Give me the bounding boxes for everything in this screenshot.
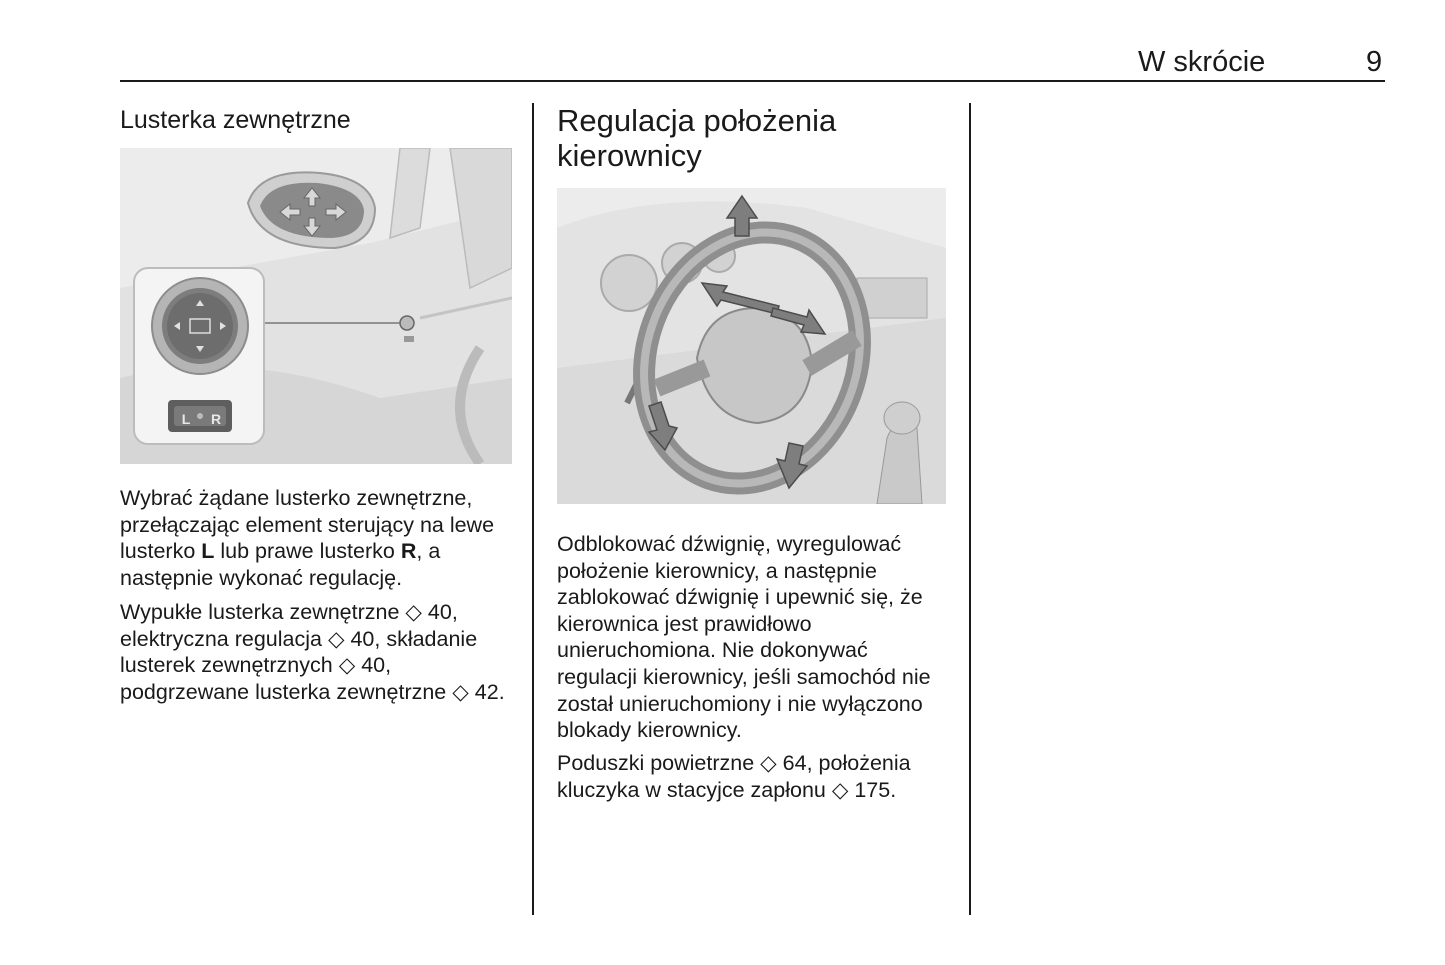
- page-reference[interactable]: ◇ 175: [831, 777, 891, 802]
- bold-l: L: [201, 539, 215, 564]
- text-run: , elektryczna regulacja: [120, 600, 458, 651]
- text-run: Wybrać żądane lusterko zewnętrzne, przełączając element sterujący na lewe lusterko: [120, 486, 495, 564]
- section-heading-mirrors: Lusterka zewnętrzne: [120, 106, 351, 134]
- text-run: Wypukłe lusterka zewnętrzne: [120, 600, 406, 624]
- text-run: , położenia kluczyka w stacyjce zapłonu: [557, 751, 911, 802]
- page-number: 9: [1366, 46, 1383, 78]
- page-reference[interactable]: ◇ 42: [452, 679, 499, 704]
- header-rule: [120, 80, 1385, 82]
- text-run: , podgrzewane lusterka zewnętrzne: [120, 653, 453, 704]
- text-run: , a następnie wykonać regulację.: [120, 539, 441, 590]
- column-divider-right: [969, 103, 971, 915]
- page-reference[interactable]: ◇ 64: [760, 751, 807, 775]
- page-reference[interactable]: ◇ 40: [338, 653, 386, 678]
- text-run: .: [890, 777, 897, 802]
- column-divider-left: [532, 103, 534, 915]
- steering-wheel-illustration: [557, 188, 946, 504]
- text-run: Poduszki powietrzne: [557, 751, 761, 775]
- steering-references-paragraph: [557, 750, 947, 803]
- mirror-references-paragraph: [120, 599, 520, 705]
- text-run: lub prawe lusterko: [214, 539, 401, 564]
- switch-label-l: L: [181, 411, 191, 427]
- text-run: , składanie lusterek zewnętrznych: [120, 626, 478, 678]
- running-header-title: W skrócie: [1138, 46, 1266, 78]
- bold-r: R: [400, 539, 417, 564]
- page-reference[interactable]: ◇ 40: [405, 600, 452, 624]
- section-heading-steering: Regulacja położenia kierownicy: [557, 103, 837, 173]
- text-run: .: [498, 679, 505, 704]
- mirror-instructions-paragraph: [120, 485, 520, 591]
- steering-instructions-paragraph: Odblokować dźwignię, wyregulować położenie kierownicy, a następnie zablokować dźwignię i upewnić się, że kierownica jest prawidłowo unieruchomiona. Nie dokonywać regulacji kierownicy, jeśli samochód nie został unieruchomiony i nie wyłączono blokady kierownicy.: [557, 532, 931, 743]
- page-reference[interactable]: ◇ 40: [327, 626, 375, 651]
- mirror-control-illustration: [120, 148, 512, 464]
- switch-label-r: R: [210, 411, 222, 427]
